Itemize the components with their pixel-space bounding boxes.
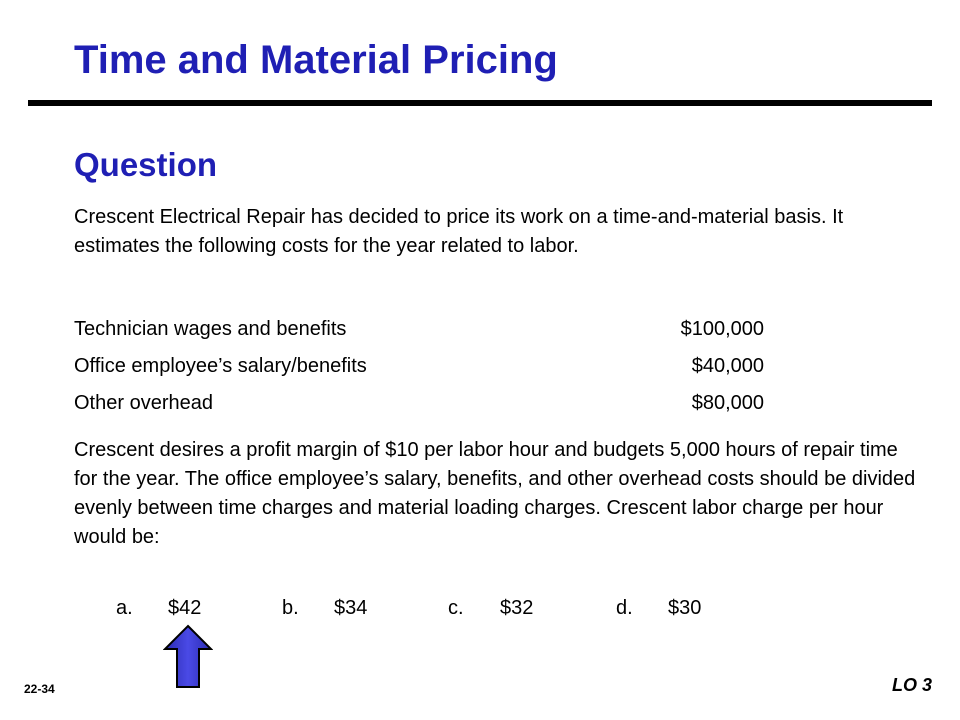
option-value: $30 [668, 597, 702, 619]
cost-label: Technician wages and benefits [74, 318, 347, 340]
option-value: $34 [334, 597, 368, 619]
cost-row [74, 314, 764, 344]
cost-row [74, 388, 764, 418]
slide-title: Time and Material Pricing [74, 38, 558, 82]
option-value: $32 [500, 597, 534, 619]
cost-amount: $40,000 [691, 355, 764, 377]
page-number: 22-34 [24, 682, 55, 696]
option-letter: d. [616, 597, 633, 619]
cost-label: Office employee’s salary/benefits [74, 355, 367, 377]
option-letter: c. [448, 597, 464, 619]
option-value: $42 [168, 597, 202, 619]
option-letter: b. [282, 597, 299, 619]
answer-option-c[interactable] [448, 592, 533, 624]
question-paragraph: Crescent desires a profit margin of $10 per labor hour and budgets 5,000 hours of repair time for the year. The office employee’s salary, benefits, and other overhead costs should be divided evenly between time charges and material loading charges. Crescent labor charge per hour would be: [74, 439, 916, 548]
cost-amount: $100,000 [680, 318, 764, 340]
cost-row [74, 351, 764, 381]
learning-objective-label: LO 3 [891, 675, 932, 695]
intro-paragraph: Crescent Electrical Repair has decided to price its work on a time-and-material basis. It estimates the following costs for the year related to labor. [74, 206, 844, 257]
cost-amount: $80,000 [691, 392, 764, 414]
cost-label: Other overhead [74, 392, 213, 414]
option-letter: a. [116, 597, 133, 619]
answer-option-a[interactable] [116, 592, 201, 624]
answer-option-b[interactable] [282, 592, 367, 624]
question-heading: Question [74, 146, 218, 183]
answer-options [0, 592, 960, 624]
title-divider [28, 100, 932, 106]
up-arrow-icon [163, 624, 213, 690]
answer-option-d[interactable] [616, 592, 701, 624]
